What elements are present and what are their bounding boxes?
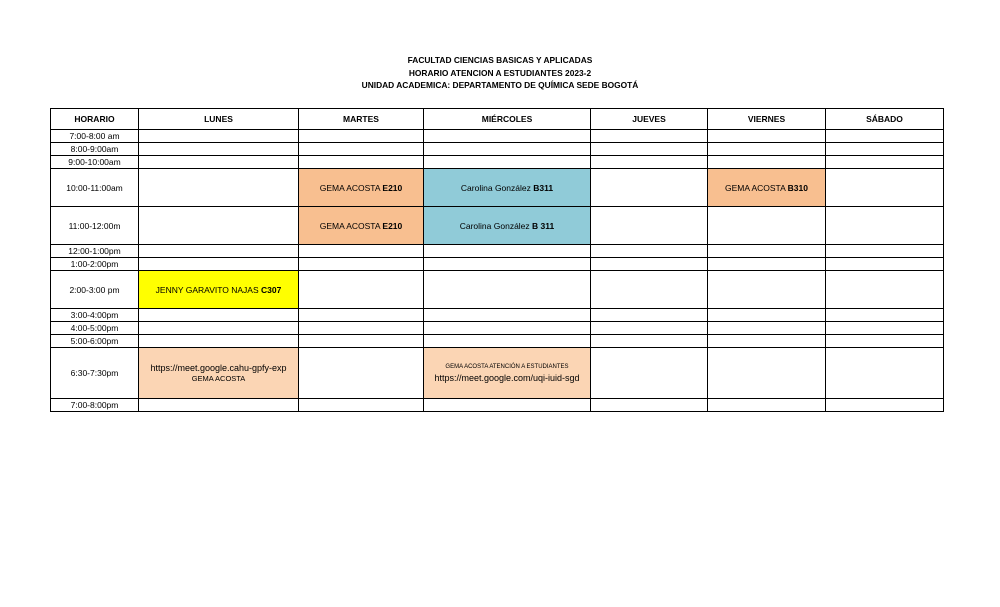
col-header-sabado: SÁBADO <box>826 109 944 130</box>
table-row <box>51 335 944 348</box>
col-header-jueves: JUEVES <box>591 109 708 130</box>
slot-cell <box>299 399 424 412</box>
slot-cell <box>826 348 944 399</box>
time-cell: 5:00-6:00pm <box>51 335 139 348</box>
slot-cell <box>424 156 591 169</box>
slot-cell <box>139 207 299 245</box>
slot-cell <box>299 143 424 156</box>
header-row <box>51 109 944 130</box>
slot-cell <box>826 258 944 271</box>
slot-cell <box>299 335 424 348</box>
slot-cell <box>826 322 944 335</box>
slot-cell <box>591 322 708 335</box>
slot-cell <box>591 169 708 207</box>
slot-cell <box>424 335 591 348</box>
slot-cell <box>826 271 944 309</box>
time-cell: 4:00-5:00pm <box>51 322 139 335</box>
slot-cell <box>591 245 708 258</box>
appointment-cell <box>299 207 424 245</box>
slot-cell <box>708 258 826 271</box>
slot-cell <box>299 258 424 271</box>
time-cell: 2:00-3:00 pm <box>51 271 139 309</box>
slot-cell <box>424 309 591 322</box>
slot-cell <box>299 156 424 169</box>
document-header <box>0 54 1000 92</box>
slot-cell <box>826 130 944 143</box>
slot-cell <box>424 130 591 143</box>
time-cell: 6:30-7:30pm <box>51 348 139 399</box>
slot-cell <box>591 348 708 399</box>
slot-cell <box>139 143 299 156</box>
time-cell: 8:00-9:00am <box>51 143 139 156</box>
slot-cell <box>708 335 826 348</box>
table-row <box>51 322 944 335</box>
slot-cell <box>708 245 826 258</box>
slot-cell <box>826 399 944 412</box>
room-code: B 311 <box>532 220 555 231</box>
time-cell: 11:00-12:00m <box>51 207 139 245</box>
appointment-name: GEMA ACOSTA <box>319 182 383 193</box>
slot-cell <box>139 258 299 271</box>
table-row <box>51 143 944 156</box>
col-header-miercoles: MIÉRCOLES <box>424 109 591 130</box>
slot-cell <box>139 335 299 348</box>
slot-cell <box>826 143 944 156</box>
slot-cell <box>591 309 708 322</box>
slot-cell <box>424 271 591 309</box>
slot-cell <box>826 207 944 245</box>
slot-cell <box>826 156 944 169</box>
slot-cell <box>299 348 424 399</box>
slot-cell <box>139 245 299 258</box>
table-row <box>51 245 944 258</box>
slot-cell <box>708 322 826 335</box>
col-header-viernes: VIERNES <box>708 109 826 130</box>
slot-cell <box>139 156 299 169</box>
slot-cell <box>826 245 944 258</box>
header-department: UNIDAD ACADEMICA: DEPARTAMENTO DE QUÍMICA SEDE BOGOTÁ <box>361 80 639 90</box>
appointment-cell <box>139 348 299 399</box>
slot-cell <box>826 169 944 207</box>
slot-cell <box>708 130 826 143</box>
header-faculty: FACULTAD CIENCIAS BASICAS Y APLICADAS <box>407 55 593 65</box>
table-row <box>51 348 944 399</box>
table-row <box>51 207 944 245</box>
appointment-name: JENNY GARAVITO NAJAS <box>155 284 261 295</box>
appointment-name: GEMA ACOSTA <box>725 182 788 193</box>
slot-cell <box>708 399 826 412</box>
room-code: E210 <box>382 182 403 193</box>
slot-cell <box>424 322 591 335</box>
appointment-name: GEMA ACOSTA <box>319 220 383 231</box>
slot-cell <box>708 207 826 245</box>
slot-cell <box>299 322 424 335</box>
meet-link[interactable]: https://meet.google.cahu-gpfy-exp <box>150 363 287 373</box>
slot-cell <box>591 130 708 143</box>
slot-cell <box>591 399 708 412</box>
table-row <box>51 399 944 412</box>
slot-cell <box>591 335 708 348</box>
appointment-name: GEMA ACOSTA ATENCIÓN A ESTUDIANTES <box>445 363 569 370</box>
table-row <box>51 271 944 309</box>
time-cell: 10:00-11:00am <box>51 169 139 207</box>
appointment-name: Carolina González <box>460 182 534 193</box>
table-row <box>51 309 944 322</box>
slot-cell <box>591 271 708 309</box>
slot-cell <box>591 156 708 169</box>
appointment-cell <box>708 169 826 207</box>
room-code: C307 <box>261 284 282 295</box>
appointment-cell <box>139 271 299 309</box>
schedule-table <box>50 108 944 412</box>
slot-cell <box>708 309 826 322</box>
time-cell: 1:00-2:00pm <box>51 258 139 271</box>
table-row <box>51 130 944 143</box>
slot-cell <box>708 143 826 156</box>
time-cell: 9:00-10:00am <box>51 156 139 169</box>
time-cell: 3:00-4:00pm <box>51 309 139 322</box>
slot-cell <box>826 335 944 348</box>
room-code: B311 <box>533 182 554 193</box>
appointment-cell <box>424 169 591 207</box>
slot-cell <box>139 309 299 322</box>
slot-cell <box>299 271 424 309</box>
room-code: B310 <box>787 182 808 193</box>
slot-cell <box>299 309 424 322</box>
slot-cell <box>424 258 591 271</box>
slot-cell <box>708 348 826 399</box>
slot-cell <box>139 130 299 143</box>
appointment-name: Carolina González <box>459 220 533 231</box>
slot-cell <box>591 258 708 271</box>
table-row <box>51 258 944 271</box>
slot-cell <box>424 245 591 258</box>
appointment-cell <box>424 348 591 399</box>
table-row <box>51 169 944 207</box>
col-header-lunes: LUNES <box>139 109 299 130</box>
slot-cell <box>139 169 299 207</box>
header-schedule-title: HORARIO ATENCION A ESTUDIANTES 2023-2 <box>408 67 592 78</box>
appointment-cell <box>299 169 424 207</box>
col-header-martes: MARTES <box>299 109 424 130</box>
time-cell: 7:00-8:00pm <box>51 399 139 412</box>
slot-cell <box>299 245 424 258</box>
meet-link[interactable]: https://meet.google.com/uqi-iuid-sgd <box>434 372 580 383</box>
slot-cell <box>826 309 944 322</box>
time-cell: 12:00-1:00pm <box>51 245 139 258</box>
slot-cell <box>708 271 826 309</box>
slot-cell <box>708 156 826 169</box>
room-code: E210 <box>382 220 403 231</box>
table-row <box>51 156 944 169</box>
slot-cell <box>139 399 299 412</box>
slot-cell <box>591 143 708 156</box>
slot-cell <box>591 207 708 245</box>
slot-cell <box>139 322 299 335</box>
col-header-horario: HORARIO <box>51 109 139 130</box>
slot-cell <box>424 399 591 412</box>
appointment-name: GEMA ACOSTA <box>191 374 246 383</box>
appointment-cell <box>424 207 591 245</box>
time-cell: 7:00-8:00 am <box>51 130 139 143</box>
slot-cell <box>424 143 591 156</box>
slot-cell <box>299 130 424 143</box>
